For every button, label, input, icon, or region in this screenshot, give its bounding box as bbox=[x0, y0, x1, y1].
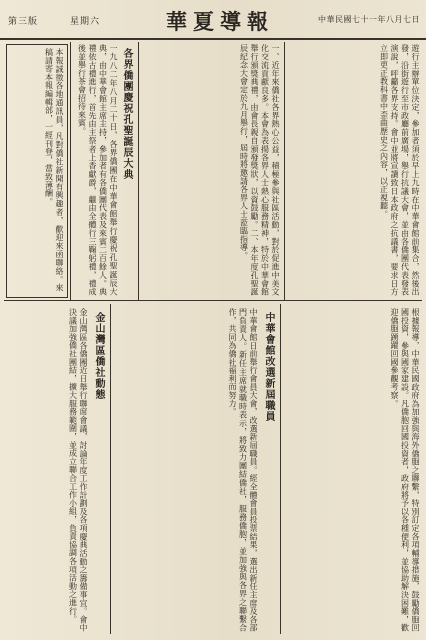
vertical-divider bbox=[280, 304, 281, 634]
page-number: 第三版 bbox=[8, 17, 39, 27]
article-body: 金山灣區各僑團近日舉行聯席會議，討論年度工作計劃及各項慶典活動之籌備事宜。會中決議加強僑社團結，擴大服務範圍，並成立聯合工作小組，負責協調各項活動之進行。 bbox=[68, 308, 88, 632]
vertical-divider bbox=[70, 42, 71, 300]
masthead: 華夏導報 bbox=[166, 9, 274, 34]
weekday: 星期六 bbox=[70, 17, 101, 27]
article-body: 一、近年來僑社各界熱心公益，積極參與社區活動，對於促進中美文化交流貢獻良多。本會為表揚各界人士熱心服務精神，特於中華會館舉行頒獎典禮，由會長親自頒發獎狀，以資鼓勵。二、本年度孔聖誕辰紀念大會定於九月舉行，屆時將邀請各界人士蒞臨指導。 bbox=[239, 44, 280, 296]
article-headline: 各界僑團慶祝孔聖誕辰大典 bbox=[121, 48, 132, 180]
article-body: 一九八二年八月二十日，各界僑團在中華會館舉行慶祝孔聖誕辰大典，由中華會館主席主持，參加者有各僑團代表及來賓二百餘人。典禮依古禮進行，首先由主祭者上香獻爵，繼由全體行三鞠躬禮，禮成後並舉行茶會招待來賓。 bbox=[77, 44, 118, 296]
vertical-divider bbox=[284, 42, 285, 300]
issue-date: 中華民國七十一年八月七日 bbox=[318, 15, 420, 24]
vertical-divider bbox=[138, 42, 139, 300]
horizontal-divider bbox=[4, 300, 422, 301]
article-body: 中華會館日前舉行會員大會，改選新屆職員。經全體會員投票結果，選出新任主席及各部門負責人。新任主席就職時表示，將致力團結僑社，服務僑胞，並加強與各界之聯繫合作，共同為僑社福利而努力。 bbox=[228, 308, 258, 632]
article-headline: 中華會館改選新屆職員 bbox=[263, 312, 274, 422]
article-body: 遊行主辦單位決定，參加者須於早上九時在中華會館前集合，然後出發，沿街遊行至市政廳前廣場，舉行抗議大會，並由各僑團代表發表演說，呼籲各界支持。會中並將宣讀致日本政府之抗議書，要求日方立即更正教科書中歪曲歷史之內容，以正視聽。 bbox=[379, 44, 420, 296]
page-header bbox=[0, 4, 426, 40]
notice-body: 本報誠徵各地通訊員，凡對僑社新聞有興趣者，歡迎來函聯絡。來稿請寄本報編輯部，一經刊登，當致薄酬。 bbox=[44, 48, 64, 292]
vertical-divider bbox=[110, 304, 111, 634]
article-headline: 金山灣區僑社動態 bbox=[93, 312, 104, 400]
article-body: 根據報導，中華民國政府為加強與海外僑胞之聯繫，特別訂定各項輔導措施，鼓勵僑胞回國投資，參與國家建設。凡僑胞回國投資者，政府將予以各種便利，並協助解決困難，歡迎僑胞踴躍回國參觀考察。 bbox=[390, 308, 420, 632]
